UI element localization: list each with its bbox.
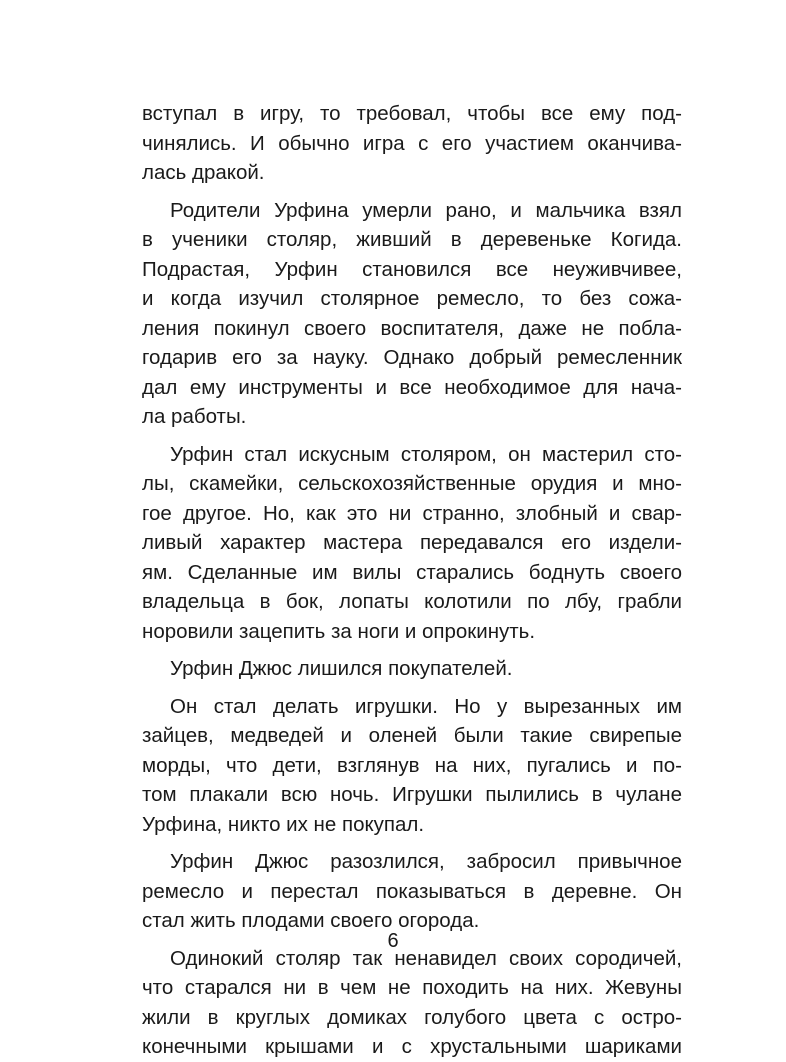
text-line: гое другое. Но, как это ни странно, злобный и свар- (142, 501, 682, 525)
text-line: лась дракой. (142, 161, 265, 184)
text-line: конечными крышами и с хрустальными шариками (142, 1035, 682, 1058)
text-line: Родители Урфина умерли рано, и мальчика взял (170, 198, 682, 222)
text-line: ла работы. (142, 405, 247, 428)
text-line: морды, что дети, взглянув на них, пугались и по- (142, 753, 682, 777)
text-line: вступал в игру, то требовал, чтобы все ему под- (142, 102, 682, 125)
text-line: стал жить плодами своего огорода. (142, 909, 480, 932)
text-line: чинялись. И обычно игра с его участием оканчива- (142, 131, 682, 155)
text-line: Урфин стал искусным столяром, он мастерил сто- (170, 442, 682, 466)
page-number: 6 (387, 930, 399, 952)
text-line: Урфин Джюс разозлился, забросил привычное (170, 850, 682, 873)
text-line: Урфин Джюс лишился покупателей. (170, 657, 513, 680)
text-line: том плакали всю ночь. Игрушки пылились в чулане (142, 783, 682, 806)
text-line: ям. Сделанные им вилы старались боднуть своего (142, 560, 682, 584)
text-line: норовили зацепить за ноги и опрокинуть. (142, 619, 536, 643)
text-line: ливый характер мастера передавался его издели- (142, 531, 682, 554)
body-text (142, 99, 682, 1062)
text-line: что старался ни в чем не походить на них. Жевуны (142, 976, 682, 999)
text-line: годарив его за науку. Однако добрый ремесленник (142, 346, 682, 369)
text-line: дал ему инструменты и все необходимое для нача- (142, 375, 682, 399)
text-line: Подрастая, Урфин становился все неуживчивее, (142, 257, 682, 281)
text-line: ремесло и перестал показываться в деревне. Он (142, 879, 682, 903)
text-line: ления покинул своего воспитателя, даже не побла- (142, 316, 682, 340)
text-line: зайцев, медведей и оленей были такие свирепые (142, 724, 682, 747)
text-line: лы, скамейки, сельскохозяйственные орудия и мно- (142, 472, 682, 495)
text-line: Он стал делать игрушки. Но у вырезанных им (170, 694, 682, 718)
text-line: в ученики столяр, живший в деревеньке Когида. (142, 228, 682, 251)
text-line: и когда изучил столярное ремесло, то без сожа- (142, 287, 682, 310)
text-line: владельца в бок, лопаты колотили по лбу, грабли (142, 590, 682, 613)
text-line: Урфина, никто их не покупал. (142, 812, 425, 836)
text-line: жили в круглых домиках голубого цвета с остро- (142, 1005, 682, 1029)
text-line: Одинокий столяр так ненавидел своих сородичей, (170, 946, 682, 970)
